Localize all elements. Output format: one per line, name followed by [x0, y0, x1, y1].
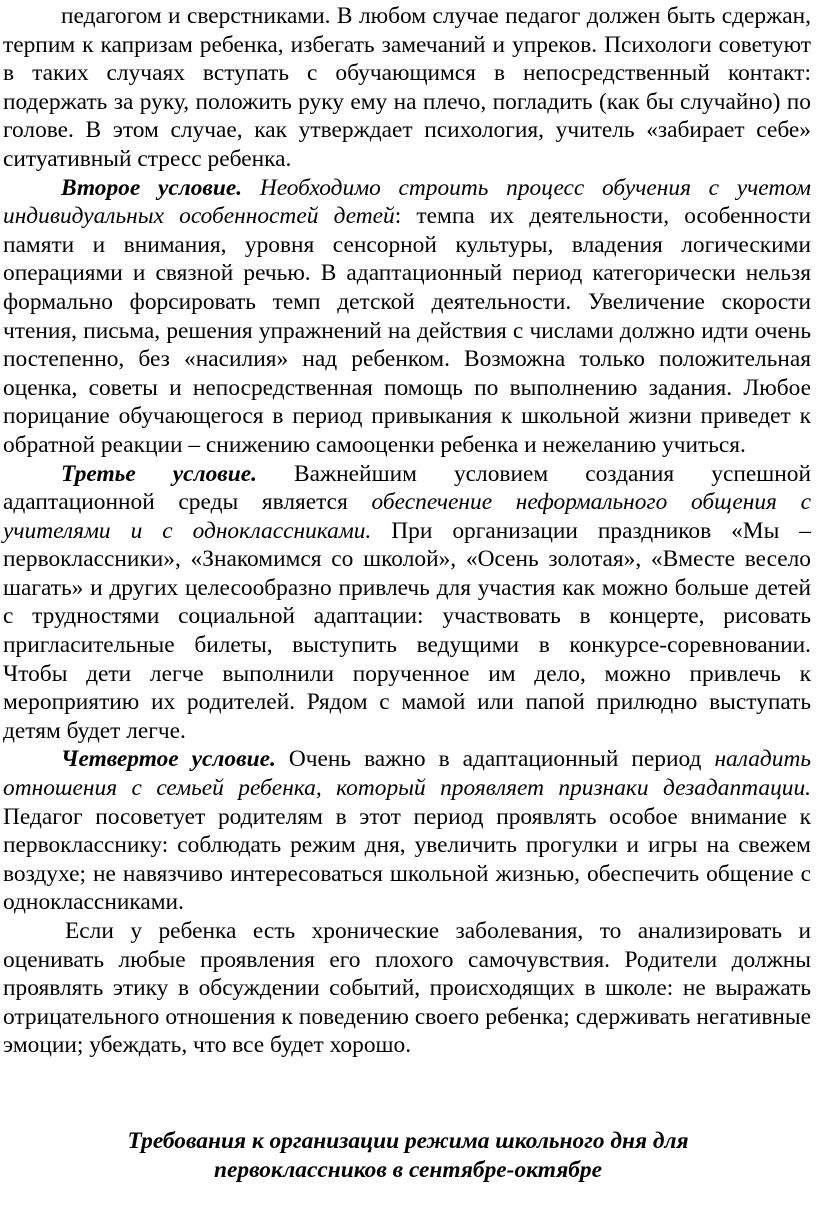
paragraph-fourth-condition — [3, 745, 811, 917]
condition-label: Четвертое условие. — [61, 746, 276, 773]
paragraph-text: Очень важно в адаптационный период — [288, 746, 702, 773]
paragraph-text: Если у ребенка есть хронические заболевания, то анализировать и оценивать любые проявления его плохого самочувствия. Родители должны проявлять этику в обсуждении событий, происходящих в школе: не выражать отрицательного отношения к поведению своего ребенка; сдерживать негативные эмоции; убеждать, что все будет хорошо. — [3, 918, 811, 1059]
paragraph-text: Педагог посоветует родителям в этот период проявлять особое внимание к первокласснику: соблюдать режим дня, увеличить прогулки и игры на свежем воздухе; не навязчиво интересоваться школьной жизнью, обеспечить общение с одноклассниками. — [3, 803, 811, 916]
paragraph-text: педагогом и сверстниками. В любом случае педагог должен быть сдержан, терпим к капризам ребенка, избегать замечаний и упреков. Психологи советуют в таких случаях вступать с обучающимся в непосредственный контакт: подержать за руку, положить руку ему на плечо, погладить (как бы случайно) по голове. В этом случае, как утверждает психология, учитель «забирает себе» ситуативный стресс ребенка. — [3, 3, 811, 172]
paragraph-teacher-contact — [3, 2, 811, 174]
condition-label: Второе условие. — [61, 174, 243, 201]
condition-emphasis: Необходимо строить процесс обучения с учетом индивидуальных особенностей детей — [3, 174, 811, 230]
document-page — [3, 2, 811, 1060]
section-heading-line-1: Требования к организации режима школьного дня для — [127, 1128, 689, 1154]
paragraph-parents-advice — [3, 917, 811, 1060]
paragraph-text: При организации праздников «Мы – первоклассники», «Знакомимся со школой», «Осень золотая», «Вместе весело шагать» и других целесообразно привлечь для участия как можно больше детей с трудностями социальной адаптации: участвовать в концерте, рисовать пригласительные билеты, выступить ведущими в конкурсе-соревновании. Чтобы дети легче выполнили порученное им дело, можно привлечь к мероприятию их родителей. Рядом с мамой или папой прилюдно выступать детям будет легче. — [3, 517, 811, 744]
paragraph-third-condition — [3, 460, 811, 746]
paragraph-text: : темпа их деятельности, особенности памяти и внимания, уровня сенсорной культуры, владения логическими операциями и связной речью. В адаптационный период категорически нельзя формально форсировать темп детской деятельности. Увеличение скорости чтения, письма, решения упражнений на действия с числами должно идти очень постепенно, без «насилия» над ребенком. Возможна только положительная оценка, советы и непосредственная помощь по выполнению задания. Любое порицание обучающегося в период привыкания к школьной жизни приведет к обратной реакции – снижению самооценки ребенка и нежеланию учиться. — [3, 203, 811, 458]
paragraph-second-condition — [3, 174, 811, 460]
condition-emphasis: наладить отношения с семьей ребенка, который проявляет признаки дезадаптации. — [3, 746, 811, 802]
condition-emphasis: обеспечение неформального общения с учителями и с одноклассниками. — [3, 489, 811, 544]
condition-label: Третье условие. — [61, 460, 257, 487]
section-heading-line-2: первоклассников в сентябре-октябре — [214, 1157, 602, 1183]
paragraph-text: Важнейшим условием создания успешной адаптационной среды является — [3, 460, 811, 516]
section-heading — [0, 1127, 816, 1185]
